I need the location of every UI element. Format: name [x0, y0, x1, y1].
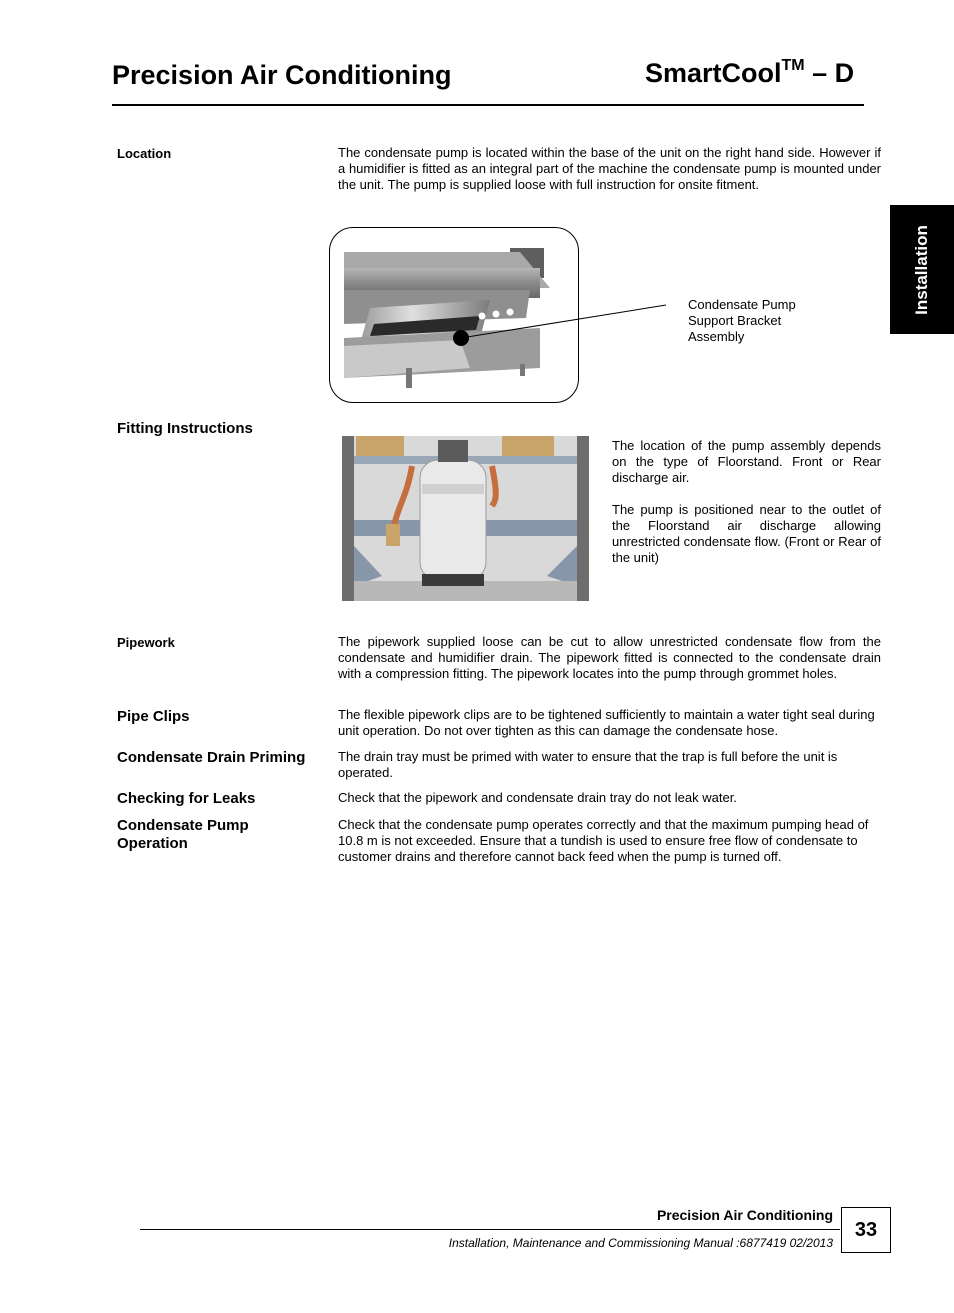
location-text: The condensate pump is located within the base of the unit on the right hand side. However if a humidifier is fitted as an integral part of the machine the condensate pump is mounted under the unit. The pump is supplied loose with full instruction for onsite fitment.: [338, 145, 881, 192]
pump-operation-label-line-2: Operation: [117, 835, 188, 852]
fitting-para-1: The location of the pump assembly depends on the type of Floorstand. Front or Rear discharge air.: [612, 438, 881, 485]
pump-operation-text: Check that the condensate pump operates correctly and that the maximum pumping head of 10.8 m is not exceeded. Ensure that a tundish is used to ensure free flow of condensate to customer drains and therefore cannot back feed when the pump is turned off.: [338, 817, 869, 864]
pump-figure: [342, 436, 589, 601]
page-number: 33: [841, 1207, 891, 1253]
leaks-text: Check that the pipework and condensate drain tray do not leak water.: [338, 790, 737, 805]
footer-manual-reference: Installation, Maintenance and Commissioning Manual :6877419 02/2013: [448, 1236, 833, 1250]
pipework-text: The pipework supplied loose can be cut to allow unrestricted condensate flow from the condensate and humidifier drain. The pipework fitted is connected to the condensate drain with a compression fitting. The pipework locates into the pump through grommet holes.: [338, 634, 881, 681]
drain-priming-label: Condensate Drain Priming: [117, 749, 306, 766]
callout-line-3: Assembly: [688, 329, 745, 344]
callout-leader-line: [0, 0, 954, 420]
pipe-clips-label: Pipe Clips: [117, 708, 190, 725]
drain-priming-text: The drain tray must be primed with water to ensure that the trap is full before the unit is operated.: [338, 749, 838, 780]
callout-line-2: Support Bracket: [688, 313, 782, 328]
callout-line-1: Condensate Pump: [688, 297, 796, 312]
pipework-label: Pipework: [117, 635, 175, 650]
footer-rule: [140, 1229, 840, 1230]
fitting-label: Fitting Instructions: [117, 420, 253, 437]
fitting-para-2: The pump is positioned near to the outlet of the Floorstand air discharge allowing unrestricted condensate flow. (Front or Rear of the unit): [612, 502, 881, 565]
pump-illustration: [342, 436, 589, 601]
section-tab-label: Installation: [912, 224, 931, 315]
footer-title: Precision Air Conditioning: [656, 1207, 833, 1223]
leaks-label: Checking for Leaks: [117, 790, 256, 807]
pump-operation-label: [117, 817, 249, 853]
location-label: Location: [117, 146, 172, 161]
trademark-mark: TM: [781, 57, 805, 74]
pipe-clips-text: The flexible pipework clips are to be tightened sufficiently to maintain a water tight seal during unit operation. Do not over tighten as this can damage the condensate hose.: [338, 707, 875, 738]
bracket-callout: [688, 297, 828, 345]
product-suffix: – D: [804, 58, 855, 88]
pump-operation-label-line-1: Condensate Pump: [117, 817, 249, 834]
page-title: Precision Air Conditioning: [112, 60, 452, 90]
product-name: SmartCool: [645, 58, 782, 88]
